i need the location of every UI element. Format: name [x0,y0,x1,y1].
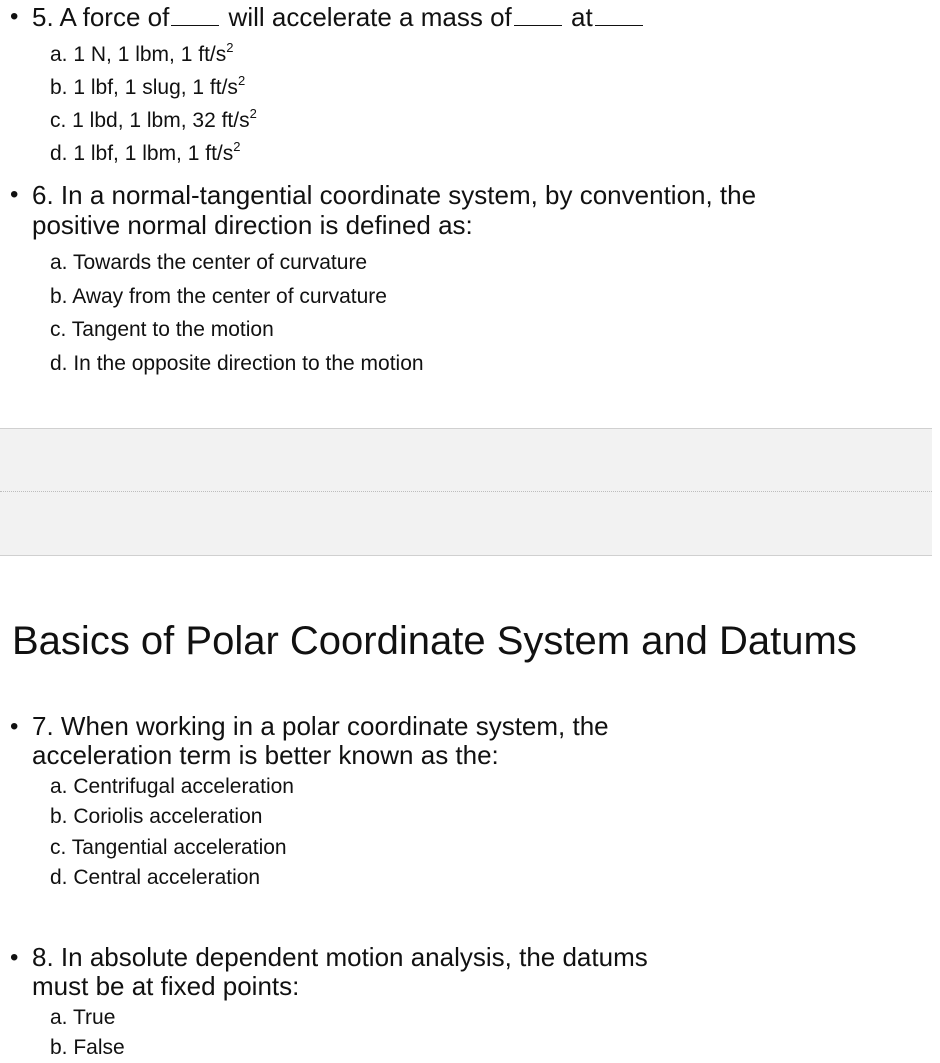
question-8-line1: 8. In absolute dependent motion analysis, the datums [32,942,648,972]
answer-blank [514,3,562,26]
option-a: a. 1 N, 1 lbm, 1 $ft/s^2$ [50,40,234,66]
option-d: d. Central acceleration [50,865,261,889]
option-d: d. 1 lbf, 1 lbm, 1 $ft/s^2$ [50,139,241,165]
question-6-line2: positive normal direction is defined as: [32,210,473,240]
question-6 [10,180,920,380]
question-5 [10,2,920,170]
question-6-options [50,246,920,380]
option-a: a. Centrifugal acceleration [50,775,294,798]
slide-separator [0,428,932,492]
question-8-stem [10,943,920,1001]
question-7-line2: acceleration term is better known as the: [32,740,499,770]
slide-questions-5-6 [0,0,940,428]
question-6-line1: 6. In a normal-tangential coordinate system, by convention, the [32,180,757,210]
slide-separator [0,492,932,556]
option-b: b. Away from the center of curvature [50,284,387,308]
option-c: c. 1 lbd, 1 lbm, 32 $ft/s^2$ [50,106,257,132]
question-5-stem [10,2,920,32]
option-c: c. Tangent to the motion [50,318,274,341]
answer-blank [171,3,219,26]
question-5-text-part3: at [571,2,593,32]
question-8-options [50,1003,920,1063]
question-6-stem [10,180,920,240]
option-d: d. In the opposite direction to the motion [50,351,424,375]
bullet-icon: • [10,944,19,971]
bullet-icon: • [10,3,19,30]
question-7-stem [10,712,920,770]
question-7-line1: 7. When working in a polar coordinate system, the [32,711,609,741]
question-5-text-part2: will accelerate a mass of [228,2,512,32]
bullet-icon: • [10,181,19,208]
slide-questions-7-8 [0,556,940,1063]
bullet-icon: • [10,713,19,740]
question-7 [10,712,920,893]
option-a: a. True [50,1006,116,1029]
question-5-options [50,38,920,170]
option-b: b. False [50,1036,125,1059]
section-title: Basics of Polar Coordinate System and Datums [12,619,857,663]
option-c: c. Tangential acceleration [50,835,287,859]
question-8 [10,943,920,1063]
answer-blank [595,3,643,26]
question-5-text-part1: 5. A force of [32,2,170,32]
question-8-line2: must be at fixed points: [32,971,300,1001]
option-a: a. Towards the center of curvature [50,251,368,274]
option-b: b. Coriolis acceleration [50,805,263,829]
option-b: b. 1 lbf, 1 slug, 1 $ft/s^2$ [50,73,246,99]
question-7-options [50,772,920,893]
